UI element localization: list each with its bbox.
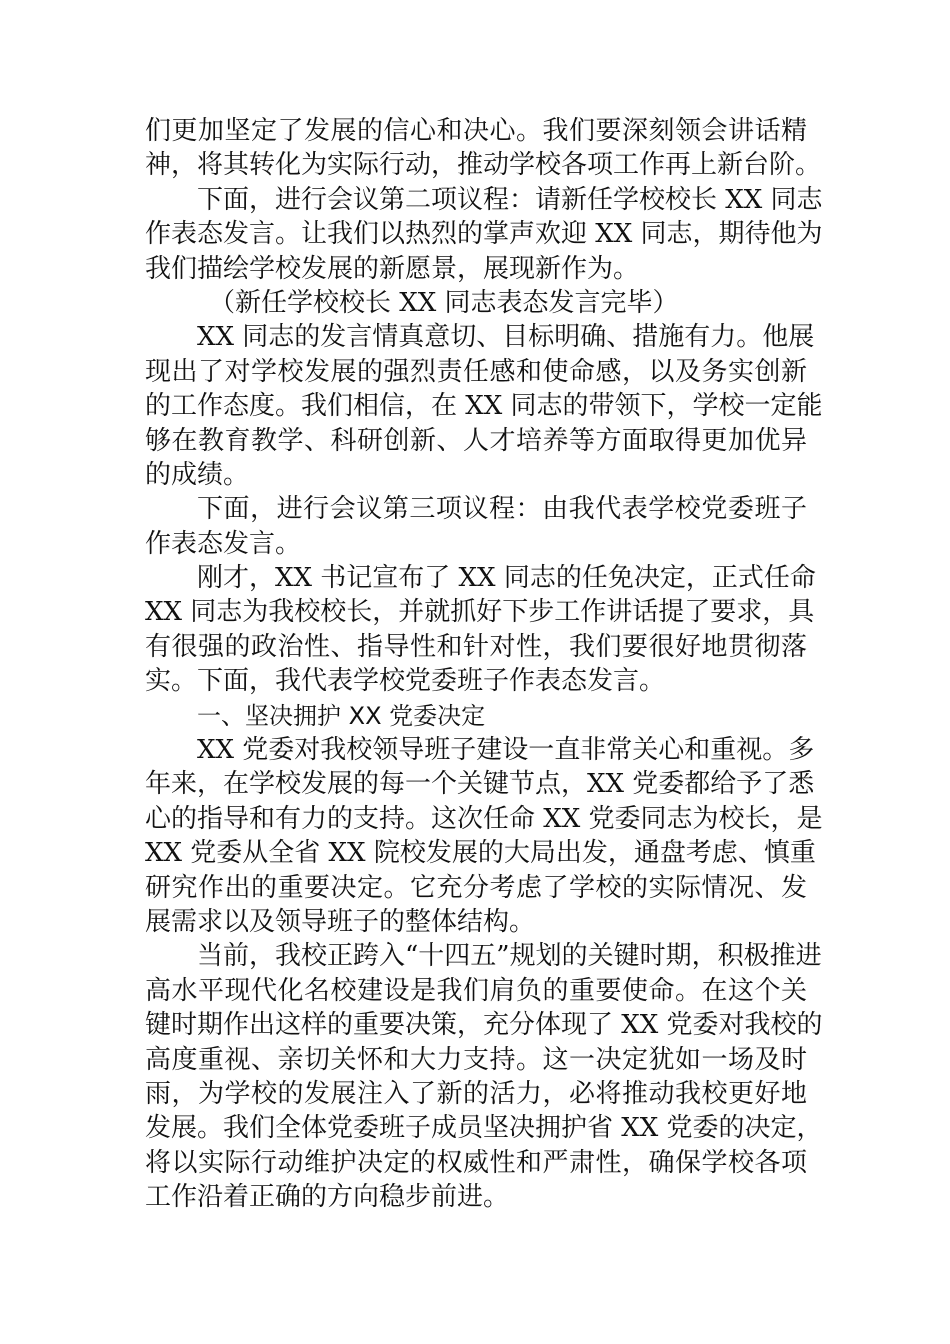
body-line: 展需求以及领导班子的整体结构。 [145,906,536,937]
body-line: 作表态发言。让我们以热烈的掌声欢迎 XX 同志，期待他为 [145,219,823,250]
body-line: 当前，我校正跨入“十四五”规划的关键时期，积极推进 [197,941,822,972]
body-line: 我们描绘学校发展的新愿景，展现新作为。 [145,253,640,284]
body-line: XX 同志为我校校长，并就抓好下步工作讲话提了要求，具 [145,597,815,628]
body-line: 现出了对学校发展的强烈责任感和使命感，以及务实创新 [145,356,807,387]
body-line: 心的指导和有力的支持。这次任命 XX 党委同志为校长，是 [145,803,823,834]
body-line: XX 党委从全省 XX 院校发展的大局出发，通盘考虑、慎重 [145,838,816,869]
speech-note: （新任学校校长 XX 同志表态发言完毕） [209,287,679,318]
body-line: 工作沿着正确的方向稳步前进。 [145,1182,510,1213]
body-line: 的工作态度。我们相信，在 XX 同志的带领下，学校一定能 [145,391,823,422]
section-heading: 一、坚决拥护 XX 党委决定 [197,701,486,730]
body-line: 键时期作出这样的重要决策，充分体现了 XX 党委对我校的 [145,1010,823,1041]
body-line: XX 党委对我校领导班子建设一直非常关心和重视。多 [197,735,815,766]
body-line: 的成绩。 [145,459,250,490]
body-line: 下面，进行会议第二项议程：请新任学校校长 XX 同志 [197,184,823,215]
body-line: 发展。我们全体党委班子成员坚决拥护省 XX 党委的决定， [145,1113,823,1144]
body-line: 作表态发言。 [145,528,302,559]
body-line: 够在教育教学、科研创新、人才培养等方面取得更加优异 [145,425,807,456]
body-line: 雨，为学校的发展注入了新的活力，必将推动我校更好地 [145,1078,807,1109]
body-line: 们更加坚定了发展的信心和决心。我们要深刻领会讲话精 [145,116,807,146]
body-line: 实。下面，我代表学校党委班子作表态发言。 [145,666,666,697]
body-line: 下面，进行会议第三项议程：由我代表学校党委班子 [197,494,807,525]
body-line: 将以实际行动维护决定的权威性和严肃性，确保学校各项 [145,1147,807,1178]
body-line: 高水平现代化名校建设是我们肩负的重要使命。在这个关 [145,975,807,1006]
body-line: XX 同志的发言情真意切、目标明确、措施有力。他展 [197,322,815,353]
body-line: 有很强的政治性、指导性和针对性，我们要很好地贯彻落 [145,631,807,662]
body-line: 高度重视、亲切关怀和大力支持。这一决定犹如一场及时 [145,1044,807,1075]
body-line: 刚才，XX 书记宣布了 XX 同志的任免决定，正式任命 [197,563,816,594]
body-line: 神，将其转化为实际行动，推动学校各项工作再上新台阶。 [145,150,822,181]
body-line: 年来，在学校发展的每一个关键节点，XX 党委都给予了悉 [145,769,815,800]
body-line: 研究作出的重要决定。它充分考虑了学校的实际情况、发 [145,872,807,903]
document-body [145,114,823,1215]
